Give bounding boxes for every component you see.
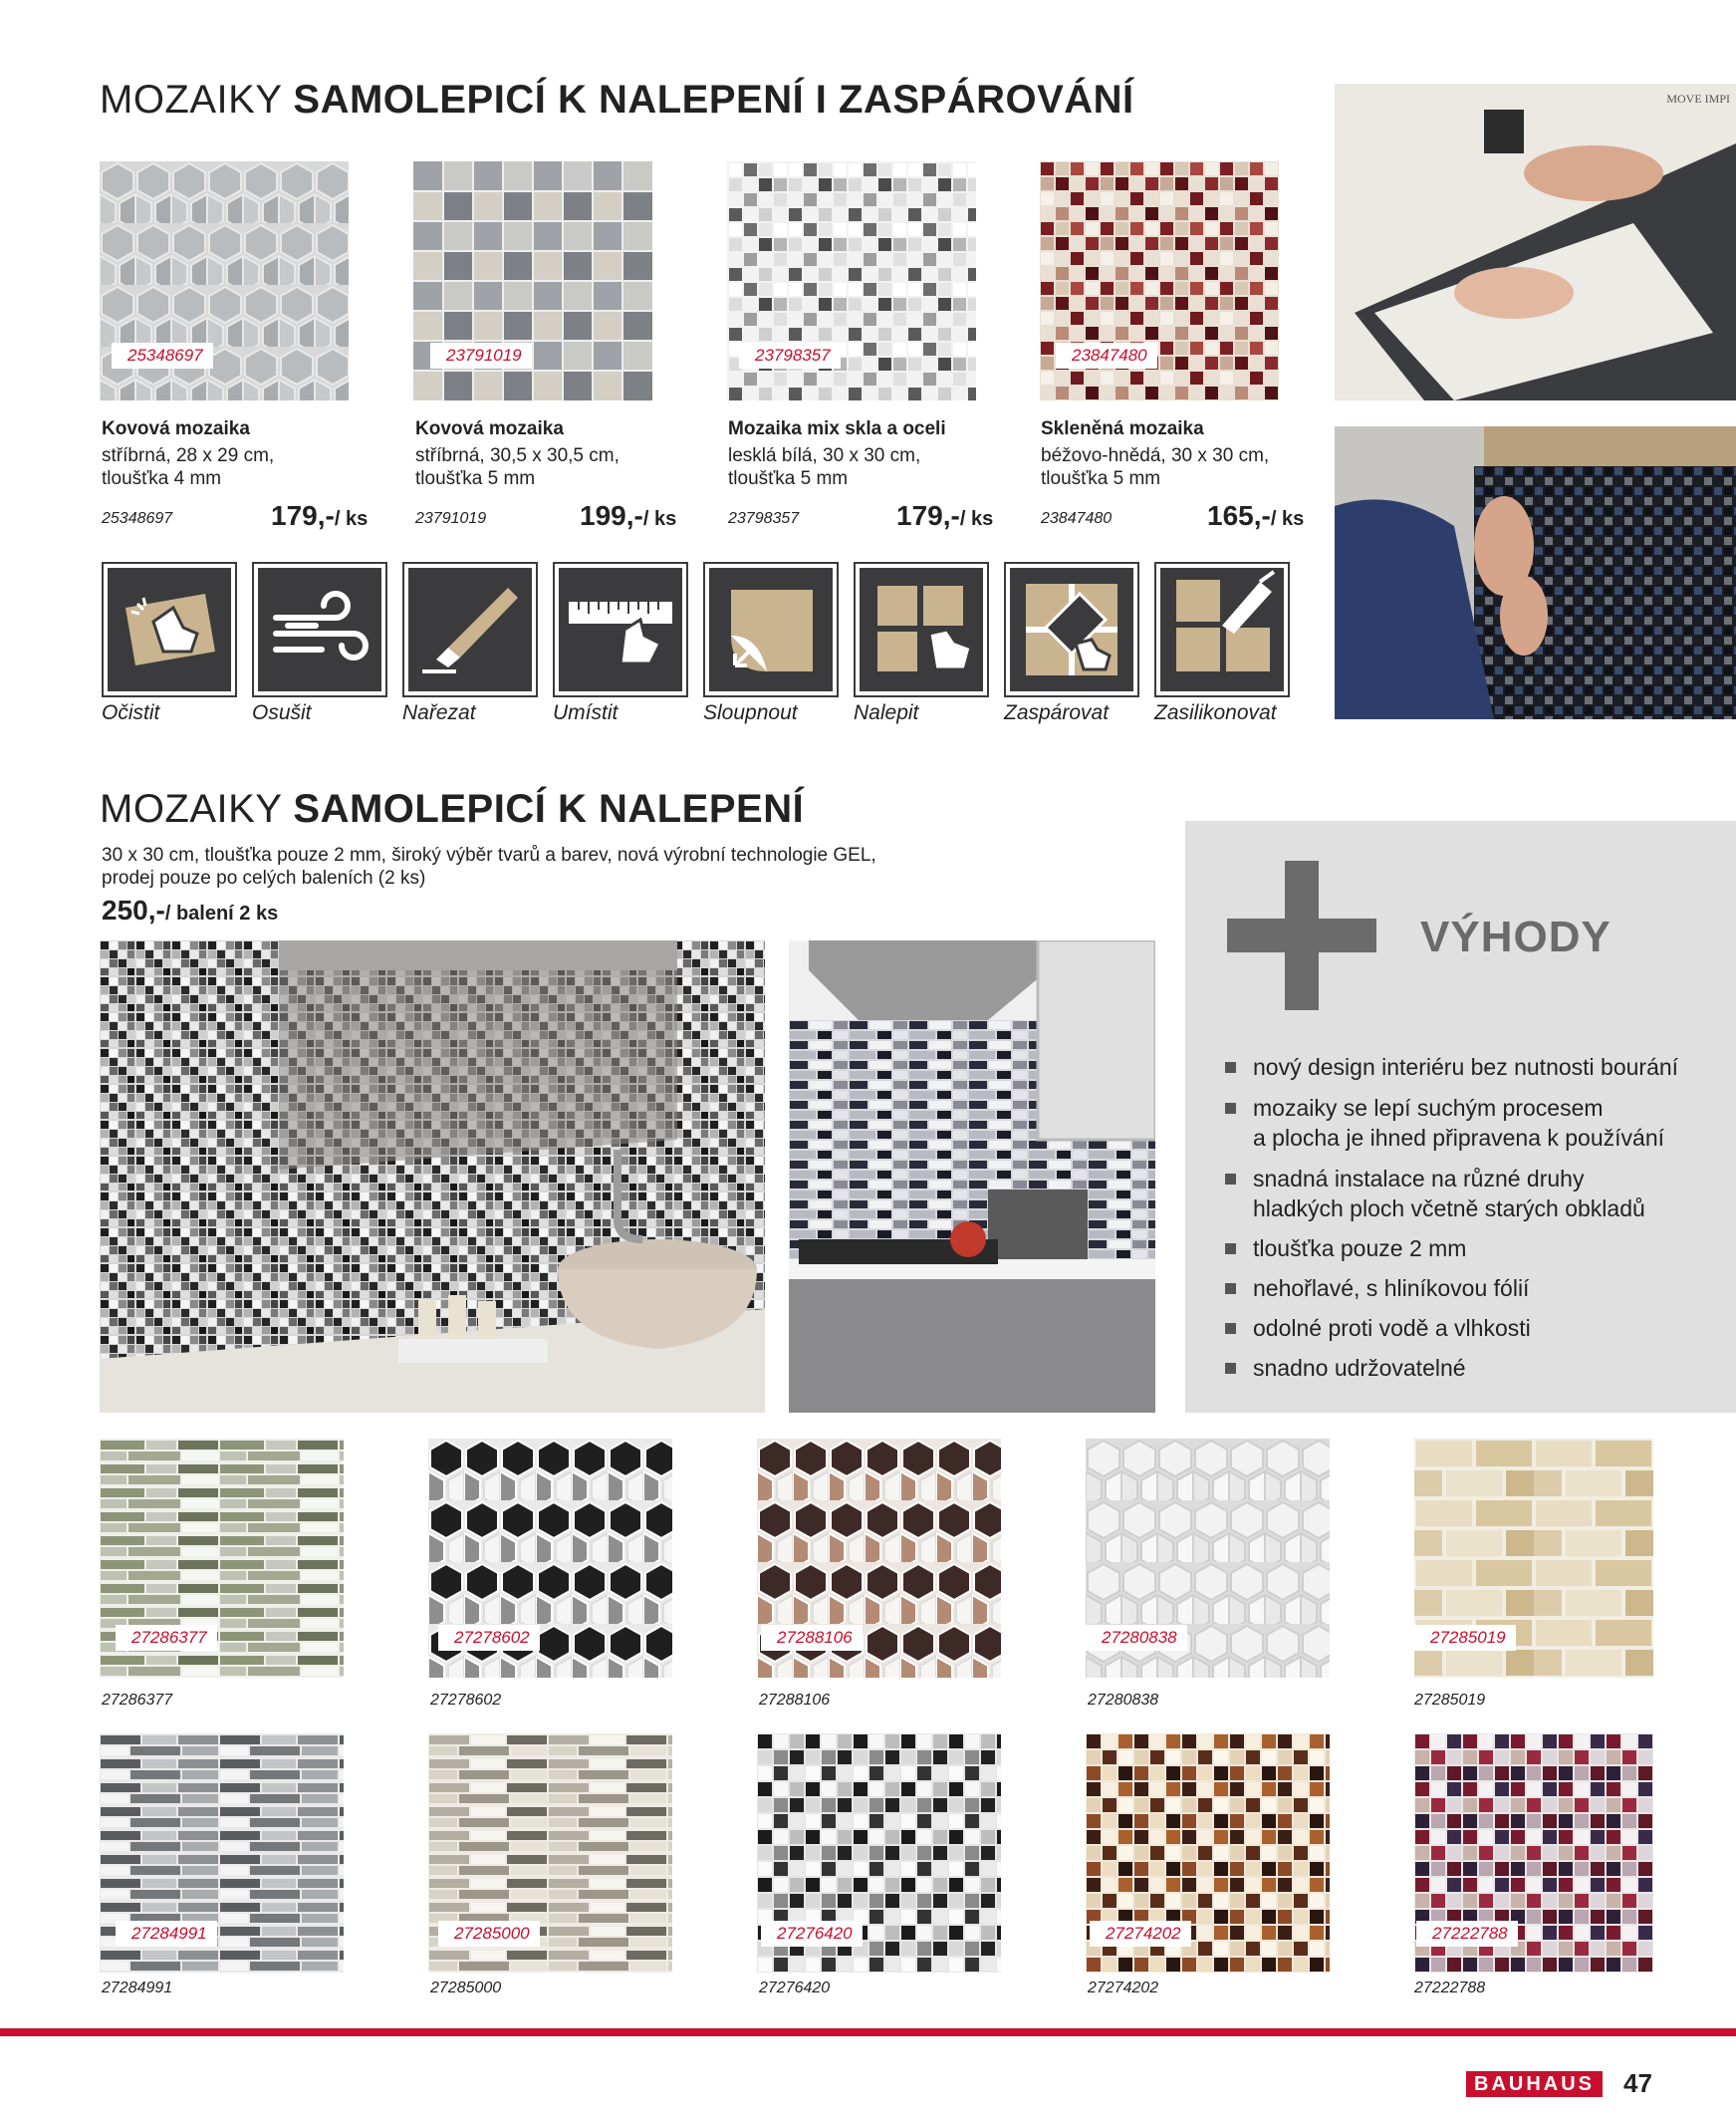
step-label: Nalepit bbox=[854, 701, 919, 724]
brand-logo: BAUHAUS bbox=[1466, 2071, 1603, 2097]
cut-step-icon bbox=[404, 564, 536, 695]
grid-code: 27274202 bbox=[1088, 1980, 1159, 1996]
product-code-4: 23847480 bbox=[1041, 510, 1113, 527]
product-name: Kovová mozaika bbox=[415, 418, 564, 439]
section2-desc: 30 x 30 cm, tloušťka pouze 2 mm, široký výběr tvarů a barev, nová výrobní technologie GEL, prodej pouze po celých baleních (2 ks) bbox=[102, 845, 876, 889]
grid-code-badge: 27284991 bbox=[116, 1921, 217, 1947]
grid-code: 27278602 bbox=[430, 1692, 502, 1709]
product-desc: tloušťka 4 mm bbox=[102, 468, 222, 489]
grid-code: 27286377 bbox=[102, 1692, 173, 1709]
step-label: Sloupnout bbox=[703, 701, 798, 724]
product-code-badge-3: 23798357 bbox=[739, 343, 841, 369]
grid-code-badge: 27222788 bbox=[1416, 1921, 1518, 1947]
grid-code-badge: 27288106 bbox=[761, 1625, 863, 1651]
step-label: Zaspárovat bbox=[1004, 701, 1110, 724]
grid-code: 27288106 bbox=[759, 1692, 831, 1709]
product-desc: tloušťka 5 mm bbox=[415, 468, 536, 489]
kitchen-photo bbox=[789, 940, 1155, 1413]
stick-step-icon bbox=[856, 564, 987, 695]
benefit-item: snadno udržovatelné bbox=[1225, 1353, 1723, 1383]
installation-photo-top bbox=[1335, 84, 1736, 400]
product-code-3: 23798357 bbox=[728, 510, 800, 527]
section2-title: MOZAIKY SAMOLEPICÍ K NALEPENÍ bbox=[100, 787, 805, 831]
grid-code-badge: 27276420 bbox=[761, 1921, 863, 1947]
product-info-4 bbox=[1041, 418, 1320, 490]
product-desc: stříbrná, 30,5 x 30,5 cm, bbox=[415, 445, 620, 466]
grid-code-badge: 27286377 bbox=[116, 1625, 217, 1651]
step-label: Očistit bbox=[102, 701, 160, 724]
product-price-2: 199,-/ ks bbox=[580, 500, 677, 531]
grid-code: 27280838 bbox=[1088, 1692, 1159, 1709]
product-code-2: 23791019 bbox=[415, 510, 487, 527]
footer-red-line bbox=[0, 2028, 1736, 2036]
benefit-item: nehořlavé, s hliníkovou fólií bbox=[1225, 1273, 1723, 1303]
benefit-item: mozaiky se lepí suchým procesem a plocha je ihned připravena k používání bbox=[1225, 1093, 1723, 1153]
grid-code-badge: 27278602 bbox=[438, 1625, 540, 1651]
product-name: Skleněná mozaika bbox=[1041, 418, 1204, 439]
product-code-badge-4: 23847480 bbox=[1056, 343, 1157, 369]
place-step-icon bbox=[555, 564, 686, 695]
product-code-badge-1: 25348697 bbox=[112, 343, 213, 369]
benefits-panel bbox=[1185, 821, 1736, 1413]
benefits-title: VÝHODY bbox=[1420, 913, 1612, 961]
product-desc: tloušťka 5 mm bbox=[728, 468, 849, 489]
product-desc: lesklá bílá, 30 x 30 cm, bbox=[728, 445, 921, 466]
grid-code-badge: 27280838 bbox=[1086, 1625, 1187, 1651]
product-price-4: 165,-/ ks bbox=[1207, 500, 1305, 531]
grid-code-badge: 27274202 bbox=[1090, 1921, 1191, 1947]
step-label: Umístit bbox=[553, 701, 619, 724]
product-desc: tloušťka 5 mm bbox=[1041, 468, 1161, 489]
bathroom-photo bbox=[100, 940, 765, 1413]
peel-step-icon bbox=[705, 564, 837, 695]
clean-step-icon bbox=[104, 564, 235, 695]
product-desc: béžovo-hnědá, 30 x 30 cm, bbox=[1041, 445, 1270, 466]
photo-text: MOVE IMPI bbox=[1666, 92, 1730, 106]
installation-photo-bottom bbox=[1335, 426, 1736, 719]
benefit-item: tloušťka pouze 2 mm bbox=[1225, 1233, 1723, 1263]
grid-code: 27284991 bbox=[102, 1980, 173, 1996]
benefit-item: nový design interiéru bez nutnosti bourání bbox=[1225, 1052, 1723, 1082]
product-name: Kovová mozaika bbox=[102, 418, 250, 439]
product-name: Mozaika mix skla a oceli bbox=[728, 418, 946, 439]
grid-code-badge: 27285000 bbox=[438, 1921, 540, 1947]
grid-code: 27222788 bbox=[1414, 1980, 1486, 1996]
grid-code: 27285019 bbox=[1414, 1692, 1486, 1709]
step-label: Zasilikonovat bbox=[1154, 701, 1277, 724]
section2-price: 250,-/ balení 2 ks bbox=[102, 895, 279, 926]
grid-code: 27276420 bbox=[759, 1980, 831, 1996]
silicone-step-icon bbox=[1156, 564, 1288, 695]
page-number: 47 bbox=[1623, 2068, 1652, 2098]
product-info-2 bbox=[415, 418, 674, 490]
benefit-item: odolné proti vodě a vlhkosti bbox=[1225, 1313, 1723, 1343]
product-price-3: 179,-/ ks bbox=[896, 500, 994, 531]
grid-code: 27285000 bbox=[430, 1980, 502, 1996]
step-label: Osušit bbox=[252, 701, 312, 724]
section1-title: MOZAIKY SAMOLEPICÍ K NALEPENÍ I ZASPÁROVÁNÍ bbox=[100, 78, 1134, 122]
grout-step-icon bbox=[1006, 564, 1137, 695]
product-code-badge-2: 23791019 bbox=[430, 343, 532, 369]
product-price-1: 179,-/ ks bbox=[271, 500, 369, 531]
product-info-1 bbox=[102, 418, 361, 490]
product-info-3 bbox=[728, 418, 1007, 490]
benefit-item: snadná instalace na různé druhy hladkých ploch včetně starých obkladů bbox=[1225, 1164, 1723, 1223]
plus-icon bbox=[1227, 861, 1376, 1010]
grid-code-badge: 27285019 bbox=[1414, 1625, 1516, 1651]
step-label: Nařezat bbox=[402, 701, 476, 724]
product-code-1: 25348697 bbox=[102, 510, 173, 527]
dry-step-icon bbox=[254, 564, 385, 695]
product-desc: stříbrná, 28 x 29 cm, bbox=[102, 445, 275, 466]
